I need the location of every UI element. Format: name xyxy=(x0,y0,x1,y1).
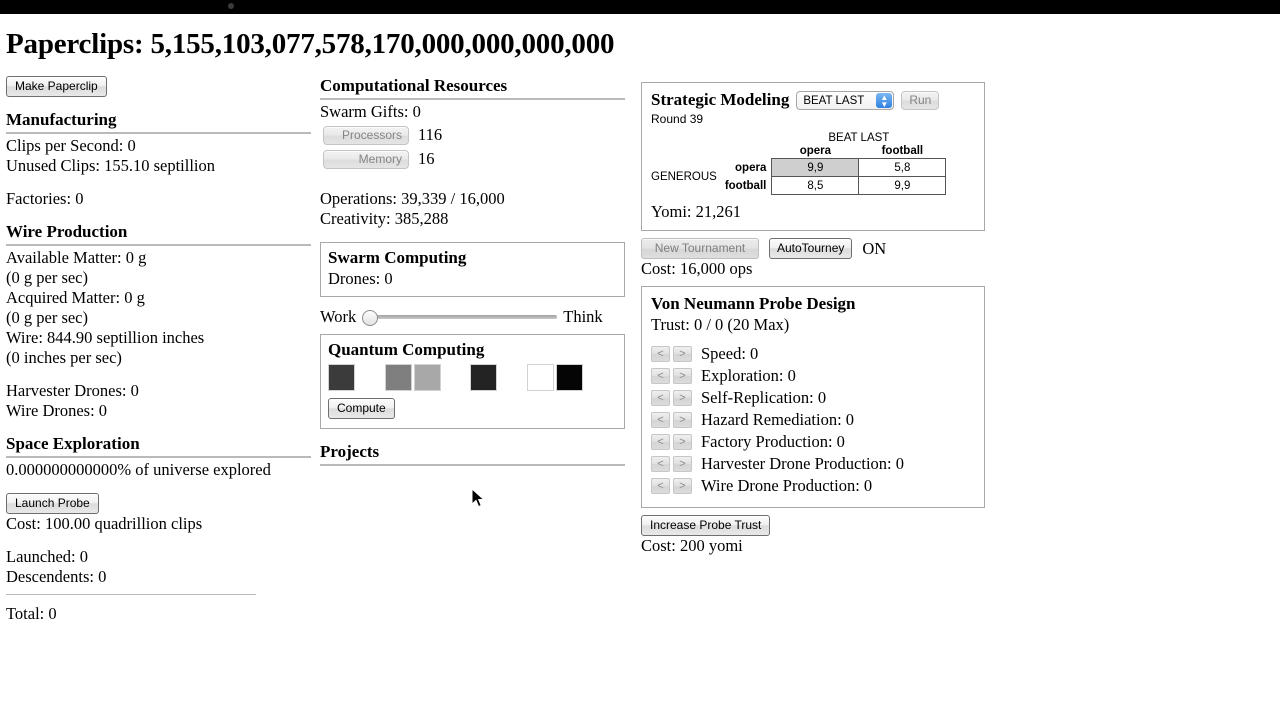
operations-counter: Operations: 39,339 / 16,000 xyxy=(320,189,505,208)
probe-increment-button-2[interactable]: > xyxy=(673,390,692,406)
spacer xyxy=(320,169,625,182)
payoff-corner-d xyxy=(725,145,772,159)
swarm-gifts: Swarm Gifts: 0 xyxy=(320,102,421,121)
spacer xyxy=(320,182,625,189)
tournament-cost: Cost: 16,000 ops xyxy=(641,259,753,278)
qubit-5 xyxy=(556,364,583,391)
spacer xyxy=(320,429,625,442)
payoff-matrix xyxy=(651,132,946,195)
payoff-col-header-0: opera xyxy=(799,145,832,157)
probe-attribute-row xyxy=(651,366,975,386)
browser-chrome-bar xyxy=(0,0,1280,14)
probe-attribute-row xyxy=(651,410,975,430)
probe-attribute-label: Speed: 0 xyxy=(701,344,759,363)
unused-clips: Unused Clips: 155.10 septillion xyxy=(6,156,216,175)
projects-header: Projects xyxy=(320,442,380,461)
qubit-0 xyxy=(328,364,355,391)
swarm-computing-header: Swarm Computing xyxy=(328,248,467,267)
space-exploration-rule xyxy=(6,456,311,458)
probe-increment-button-6[interactable]: > xyxy=(673,478,692,494)
spacer xyxy=(641,508,1001,515)
payoff-colheader-row xyxy=(651,145,946,159)
spacer xyxy=(6,421,311,434)
memory-value: 16 xyxy=(418,149,435,168)
launch-probe-cost: Cost: 100.00 quadrillion clips xyxy=(6,514,203,533)
new-tournament-button[interactable]: New Tournament xyxy=(641,238,759,259)
strategic-modeling-panel xyxy=(641,82,985,231)
manufacturing-header: Manufacturing xyxy=(6,110,117,129)
compute-button[interactable]: Compute xyxy=(328,398,395,419)
auto-tourney-state: ON xyxy=(862,238,887,258)
qubit-row xyxy=(328,364,617,392)
probe-decrement-button-1[interactable]: < xyxy=(651,368,670,384)
probe-decrement-button-2[interactable]: < xyxy=(651,390,670,406)
increase-probe-trust-button[interactable]: Increase Probe Trust xyxy=(641,515,770,536)
probe-decrement-button-5[interactable]: < xyxy=(651,456,670,472)
payoff-player-label: GENEROUS xyxy=(651,170,717,183)
clips-per-second: Clips per Second: 0 xyxy=(6,136,136,155)
probe-decrement-button-0[interactable]: < xyxy=(651,346,670,362)
yomi-counter: Yomi: 21,261 xyxy=(651,202,742,221)
probe-increment-button-3[interactable]: > xyxy=(673,412,692,428)
payoff-cell-1-1: 9,9 xyxy=(859,177,946,195)
probes-total: Total: 0 xyxy=(6,604,57,623)
probes-descendents: Descendents: 0 xyxy=(6,567,107,586)
creativity-counter: Creativity: 385,288 xyxy=(320,209,449,228)
work-think-slider-row xyxy=(320,307,625,327)
manufacturing-rule xyxy=(6,132,311,134)
make-paperclip-button[interactable]: Make Paperclip xyxy=(6,76,107,97)
qubit-4 xyxy=(527,364,554,391)
processors-row xyxy=(323,125,625,145)
page-title: Paperclips: 5,155,103,077,578,170,000,000,000,000 xyxy=(6,28,615,60)
probe-attribute-label: Wire Drone Production: 0 xyxy=(701,476,873,495)
spacer xyxy=(6,176,311,189)
payoff-row-0 xyxy=(651,159,946,177)
computational-resources-rule xyxy=(320,98,625,100)
payoff-corner-c xyxy=(651,145,725,159)
slider-track-bar xyxy=(368,315,557,319)
auto-tourney-button[interactable]: AutoTourney xyxy=(769,238,852,259)
space-exploration-header: Space Exploration xyxy=(6,434,140,453)
projects-rule xyxy=(320,464,625,466)
spacer xyxy=(6,209,311,222)
probe-attribute-row xyxy=(651,432,975,452)
factories-count: Factories: 0 xyxy=(6,189,84,208)
available-matter: Available Matter: 0 g xyxy=(6,248,147,267)
payoff-opponent-row xyxy=(651,132,946,145)
processors-button[interactable]: Processors xyxy=(323,126,409,145)
spacer xyxy=(6,480,311,493)
chrome-indicator-dot xyxy=(228,3,234,9)
probe-increment-button-4[interactable]: > xyxy=(673,434,692,450)
probe-design-panel xyxy=(641,286,985,508)
left-column xyxy=(6,76,311,624)
probe-attribute-label: Hazard Remediation: 0 xyxy=(701,410,855,429)
run-button[interactable]: Run xyxy=(901,91,939,110)
probe-attribute-label: Harvester Drone Production: 0 xyxy=(701,454,904,473)
probe-decrement-button-3[interactable]: < xyxy=(651,412,670,428)
qubit-3 xyxy=(470,364,497,391)
probe-attribute-row xyxy=(651,454,975,474)
probe-trust: Trust: 0 / 0 (20 Max) xyxy=(651,315,790,334)
spacer xyxy=(6,597,311,604)
spacer xyxy=(320,327,625,334)
acquired-matter-rate: (0 g per sec) xyxy=(6,308,89,327)
probe-attribute-label: Self-Replication: 0 xyxy=(701,388,827,407)
quantum-computing-panel xyxy=(320,334,625,429)
slider-thumb[interactable] xyxy=(362,310,378,326)
spacer xyxy=(641,279,1001,286)
spacer xyxy=(651,335,975,342)
payoff-cell-0-1: 5,8 xyxy=(859,159,946,177)
acquired-matter: Acquired Matter: 0 g xyxy=(6,288,145,307)
tournament-button-row xyxy=(641,238,1001,259)
payoff-opponent-label: BEAT LAST xyxy=(828,132,890,144)
payoff-cell-0-0: 9,9 xyxy=(772,159,859,177)
mouse-cursor-icon xyxy=(472,489,486,509)
wire-drones-count: Wire Drones: 0 xyxy=(6,401,108,420)
swarm-computing-panel xyxy=(320,242,625,297)
qubit-2 xyxy=(414,364,441,391)
memory-button[interactable]: Memory xyxy=(323,150,409,169)
strategic-round: Round 39 xyxy=(651,112,704,126)
payoff-row-header-0: opera xyxy=(735,161,767,174)
slider-work-label: Work xyxy=(320,307,357,326)
probe-attribute-list xyxy=(651,344,975,496)
right-column xyxy=(641,82,1001,556)
probe-trust-cost: Cost: 200 yomi xyxy=(641,536,743,555)
spacer xyxy=(6,534,311,547)
payoff-corner-a xyxy=(651,132,725,145)
wire-production-header: Wire Production xyxy=(6,222,128,241)
probe-attribute-row xyxy=(651,388,975,408)
middle-column xyxy=(320,76,625,468)
payoff-cell-1-0: 8,5 xyxy=(772,177,859,195)
spacer xyxy=(320,229,625,242)
strategy-select[interactable] xyxy=(796,91,894,110)
wire-rate: (0 inches per sec) xyxy=(6,348,122,367)
payoff-col-header-1: football xyxy=(881,145,924,157)
wire-amount: Wire: 844.90 septillion inches xyxy=(6,328,205,347)
quantum-computing-header: Quantum Computing xyxy=(328,340,485,359)
work-think-slider[interactable] xyxy=(362,308,557,326)
available-matter-rate: (0 g per sec) xyxy=(6,268,89,287)
strategy-select-value: BEAT LAST xyxy=(803,95,865,107)
strategic-modeling-header: Strategic Modeling xyxy=(651,90,790,109)
strategic-modeling-header-row xyxy=(651,90,975,111)
processors-value: 116 xyxy=(418,125,443,144)
probe-attribute-row xyxy=(651,344,975,364)
probe-increment-button-5[interactable]: > xyxy=(673,456,692,472)
probe-increment-button-1[interactable]: > xyxy=(673,368,692,384)
probe-decrement-button-4[interactable]: < xyxy=(651,434,670,450)
probe-decrement-button-6[interactable]: < xyxy=(651,478,670,494)
probe-attribute-label: Exploration: 0 xyxy=(701,366,796,385)
probe-attribute-row xyxy=(651,476,975,496)
probe-attribute-label: Factory Production: 0 xyxy=(701,432,845,451)
payoff-corner-b xyxy=(725,132,772,145)
spacer xyxy=(6,587,311,594)
probe-total-rule xyxy=(6,594,256,595)
universe-explored: 0.000000000000% of universe explored xyxy=(6,460,271,479)
swarm-drones-count: Drones: 0 xyxy=(328,269,393,288)
spacer xyxy=(6,97,311,110)
launch-probe-button[interactable]: Launch Probe xyxy=(6,493,99,514)
memory-row xyxy=(323,149,625,169)
slider-think-label: Think xyxy=(563,307,603,326)
payoff-row-header-1: football xyxy=(724,179,767,192)
computational-resources-header: Computational Resources xyxy=(320,76,508,95)
probes-launched: Launched: 0 xyxy=(6,547,89,566)
probe-increment-button-0[interactable]: > xyxy=(673,346,692,362)
harvester-drones-count: Harvester Drones: 0 xyxy=(6,381,139,400)
probe-design-header: Von Neumann Probe Design xyxy=(651,294,856,313)
wire-production-rule xyxy=(6,244,311,246)
qubit-1 xyxy=(385,364,412,391)
chevron-updown-icon: ▲ ▼ xyxy=(876,93,892,108)
spacer xyxy=(6,368,311,381)
